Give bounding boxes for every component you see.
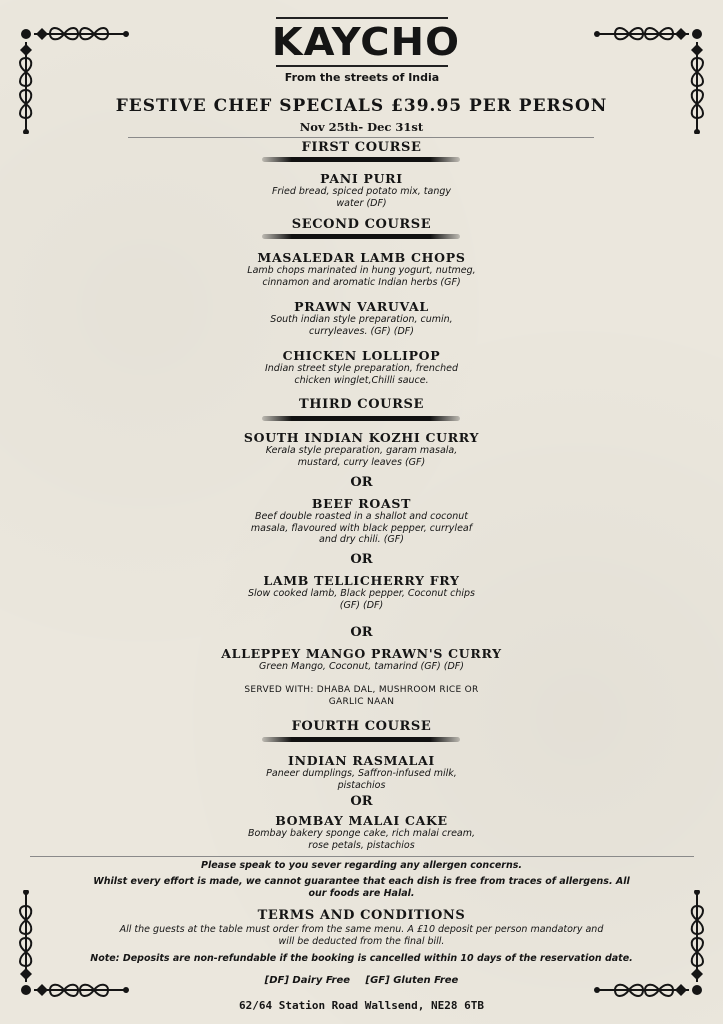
dish-name: BEEF ROAST xyxy=(311,496,412,511)
date-range: Nov 25th- Dec 31st xyxy=(299,120,424,134)
or-separator: OR xyxy=(350,794,373,809)
legend-dairy-free: [DF] Dairy Free xyxy=(264,975,351,986)
corner-ornament-top-left-icon xyxy=(14,22,134,134)
dish-description: Green Mango, Coconut, tamarind (GF) (DF) xyxy=(259,661,464,672)
terms-heading: TERMS AND CONDITIONS xyxy=(257,908,466,923)
deposit-note: Note: Deposits are non-refundable if the booking is cancelled within 10 days of the reservation date. xyxy=(90,953,633,964)
brush-divider xyxy=(262,157,460,162)
address: 62/64 Station Road Wallsend, NE28 6TB xyxy=(238,999,485,1012)
third-course-heading: THIRD COURSE xyxy=(299,397,424,412)
brush-divider xyxy=(262,234,460,239)
dish-name: PRAWN VARUVAL xyxy=(294,299,429,314)
dish-name: CHICKEN LOLLIPOP xyxy=(282,348,441,363)
dish-name: ALLEPPEY MANGO PRAWN'S CURRY xyxy=(221,646,502,661)
first-course-heading: FIRST COURSE xyxy=(301,140,422,155)
footer-divider xyxy=(30,856,694,857)
dish-name: INDIAN RASMALAI xyxy=(288,753,435,768)
dish-name: BOMBAY MALAI CAKE xyxy=(275,813,448,828)
dish-description: Slow cooked lamb, Black pepper, Coconut chips (GF) (DF) xyxy=(247,588,475,611)
dish-description: Fried bread, spiced potato mix, tangy water (DF) xyxy=(271,186,452,209)
brush-divider xyxy=(262,737,460,742)
header-divider xyxy=(128,137,594,138)
brush-divider xyxy=(262,416,460,421)
legend-gluten-free: [GF] Gluten Free xyxy=(365,975,459,986)
corner-ornament-top-right-icon xyxy=(589,22,709,134)
dish-name: MASALEDAR LAMB CHOPS xyxy=(257,250,466,265)
dish-description: Paneer dumplings, Saffron-infused milk, pistachios xyxy=(266,768,457,791)
allergen-disclaimer: Whilst every effort is made, we cannot guarantee that each dish is free from traces of allergens. All our foods are Halal. xyxy=(93,876,630,899)
or-separator: OR xyxy=(350,475,373,490)
dish-name: SOUTH INDIAN KOZHI CURRY xyxy=(243,430,480,445)
dish-description: Beef double roasted in a shallot and coconut masala, flavoured with black pepper, curryleaf and dry chili. (GF) xyxy=(250,511,473,545)
fourth-course-heading: FOURTH COURSE xyxy=(291,719,432,734)
allergen-notice: Please speak to you sever regarding any allergen concerns. xyxy=(200,860,522,871)
or-separator: OR xyxy=(350,552,373,567)
served-with-note: SERVED WITH: DHABA DAL, MUSHROOM RICE OR GARLIC NAAN xyxy=(244,685,479,707)
dish-description: Kerala style preparation, garam masala, mustard, curry leaves (GF) xyxy=(265,445,458,468)
dish-description: South indian style preparation, cumin, curryleaves. (GF) (DF) xyxy=(270,314,453,337)
tagline: From the streets of India xyxy=(284,71,440,84)
dish-name: PANI PURI xyxy=(320,171,403,186)
page-title: FESTIVE CHEF SPECIALS £39.95 PER PERSON xyxy=(115,96,608,116)
dietary-legend xyxy=(0,975,723,986)
brand-logo xyxy=(271,17,461,84)
terms-text: All the guests at the table must order from the same menu. A £10 deposit per person mandatory and will be deducted from the final bill. xyxy=(119,924,604,947)
dish-description: Lamb chops marinated in hung yogurt, nutmeg, cinnamon and aromatic Indian herbs (GF) xyxy=(247,265,476,288)
or-separator: OR xyxy=(350,625,373,640)
logo-bottom-rule xyxy=(276,65,448,67)
logo-text: KAYCHO xyxy=(271,20,461,64)
dish-description: Bombay bakery sponge cake, rich malai cream, rose petals, pistachios xyxy=(247,828,476,851)
dish-name: LAMB TELLICHERRY FRY xyxy=(263,573,460,588)
second-course-heading: SECOND COURSE xyxy=(291,217,432,232)
dish-description: Indian street style preparation, frenched chicken winglet,Chilli sauce. xyxy=(264,363,458,386)
